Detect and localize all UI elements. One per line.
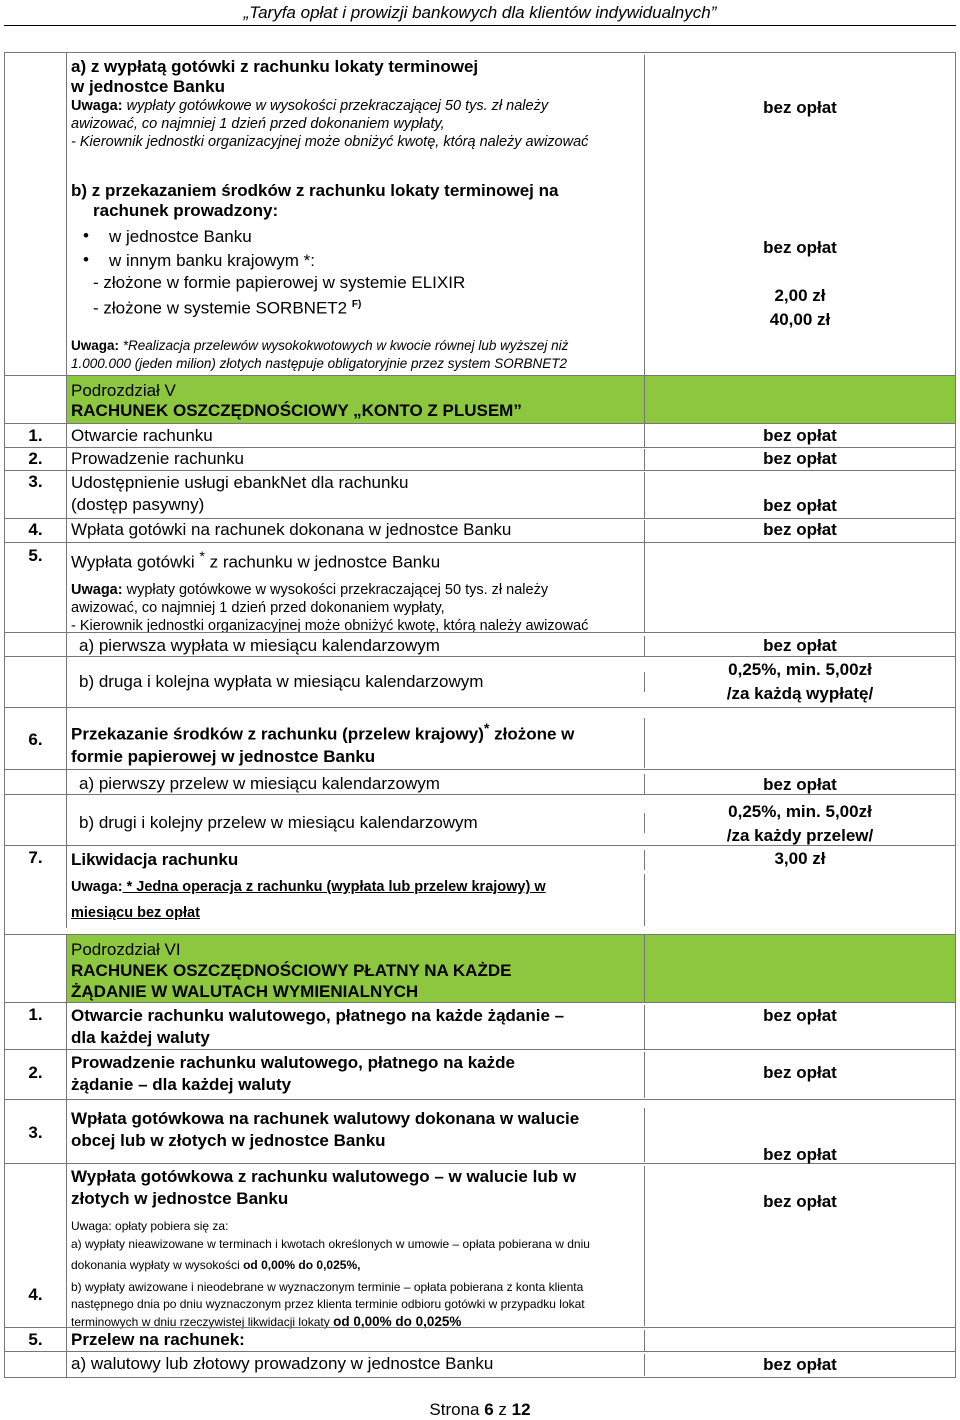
table-row	[5, 542, 955, 632]
row-desc: Przelew na rachunek:	[67, 1330, 645, 1351]
table-row	[5, 656, 955, 707]
note-text: wypłaty gotówkowe w wysokości przekraczającej 50 tys. zł należy	[122, 98, 549, 114]
note-text: - Kierownik jednostki organizacyjnej może obniżyć kwotę, którą należy awizować	[71, 134, 589, 150]
note-text: wypłaty gotówkowe w wysokości przekraczającej 50 tys. zł należy	[122, 581, 549, 598]
row-number: 5.	[5, 543, 67, 632]
table-row	[5, 1327, 955, 1351]
row-number: 1.	[5, 1003, 67, 1049]
footer-text: z	[493, 1400, 512, 1419]
fee-value: bez opłat	[763, 426, 837, 445]
row-desc: z rachunku w jednostce Banku	[204, 552, 441, 572]
sub-item: a) walutowy lub złotowy prowadzony w jednostce Banku	[67, 1354, 645, 1376]
footnote-mark: *	[483, 721, 490, 737]
row-desc: Prowadzenie rachunku walutowego, płatnego na każde	[71, 1053, 515, 1072]
row-title: rachunek prowadzony:	[93, 201, 279, 220]
note-text: a) wypłaty nieawizowane w terminach i kwotach określonych w umowie – opłata pobierana w dniu	[71, 1237, 590, 1251]
row-desc: Wypłata gotówkowa z rachunku walutowego – w walucie lub w	[71, 1167, 577, 1186]
note-text: dokonania wypłaty w wysokości	[71, 1258, 244, 1272]
row-desc: dla każdej waluty	[71, 1028, 210, 1047]
table-row	[5, 1002, 955, 1049]
row-desc: Udostępnienie usługi ebankNet dla rachunku	[71, 473, 409, 492]
fee-value: /za każdy przelew/	[726, 826, 874, 845]
sub-item: b) druga i kolejna wypłata w miesiącu kalendarzowym	[67, 672, 645, 692]
note-text: od 0,00% do 0,025%	[333, 1314, 462, 1329]
note-text: b) wypłaty awizowane i nieodebrane w wyznaczonym terminie – opłata pobierana z konta klienta	[71, 1280, 584, 1294]
row-number: 3.	[5, 471, 67, 518]
fee-value: bez opłat	[763, 1145, 837, 1164]
sub-item: a) pierwsza wypłata w miesiącu kalendarzowym	[67, 636, 645, 656]
row-desc: Przekazanie środków z rachunku (przelew krajowy)	[71, 724, 484, 744]
note-text: opłaty pobiera się za:	[111, 1219, 229, 1233]
row-desc: Likwidacja rachunku	[67, 850, 645, 870]
table-row	[5, 447, 955, 470]
fee-value: bez opłat	[763, 1192, 837, 1211]
fee-value: bez opłat	[763, 238, 837, 257]
fee-value: bez opłat	[763, 449, 837, 468]
table-row	[5, 1145, 955, 1329]
note-label: Uwaga:	[71, 581, 123, 598]
note-text: od 0,00% do 0,025%,	[243, 1258, 361, 1272]
row-desc: Otwarcie rachunku	[67, 426, 645, 447]
row-number: 2.	[5, 1050, 67, 1099]
row-desc: Wypłata gotówki	[71, 552, 200, 572]
note-text: miesiącu bez opłat	[71, 905, 200, 921]
row-desc: żądanie – dla każdej waluty	[71, 1075, 292, 1094]
row-desc: złotych w jednostce Banku	[71, 1189, 289, 1208]
page-number: 6	[484, 1400, 494, 1419]
note-text: terminowych w dniu rzeczywistej likwidacji lokaty	[71, 1315, 334, 1329]
row-desc: Prowadzenie rachunku	[67, 449, 645, 470]
fee-value: 2,00 zł	[774, 286, 826, 305]
section-title: ŻĄDANIE W WALUTACH WYMIENIALNYCH	[71, 982, 419, 1001]
table-row	[5, 1351, 955, 1377]
note-label: Uwaga:	[71, 98, 123, 114]
fee-value: 3,00 zł	[774, 849, 826, 868]
row-desc: Wpłata gotówkowa na rachunek walutowy dokonana w walucie	[71, 1109, 580, 1128]
table-row	[5, 53, 955, 173]
footnote-mark: F)	[351, 299, 362, 310]
document-header: „Taryfa opłat i prowizji bankowych dla klientów indywidualnych”	[243, 3, 717, 22]
page-footer	[0, 1400, 960, 1420]
table-row	[5, 632, 955, 656]
note-text: 1.000.000 (jeden milion) złotych następuje obligatoryjnie przez system SORBNET2	[71, 355, 567, 371]
footer-text: Strona	[429, 1400, 485, 1419]
sub-item: b) drugi i kolejny przelew w miesiącu kalendarzowym	[67, 813, 645, 833]
section-title: RACHUNEK OSZCZĘDNOŚCIOWY PŁATNY NA KAŻDE	[71, 961, 512, 980]
table-row	[5, 870, 955, 928]
header-divider	[4, 25, 956, 26]
row-title: w jednostce Banku	[71, 77, 225, 96]
row-number: 6.	[5, 708, 67, 769]
row-number: 2.	[5, 448, 67, 470]
row-desc: (dostęp pasywny)	[71, 495, 205, 514]
list-item: • w innym banku krajowym *:	[71, 251, 644, 271]
note-label: Uwaga:	[71, 337, 120, 353]
note-label: Uwaga:	[71, 1219, 112, 1233]
table-row	[5, 769, 955, 794]
table-row	[5, 707, 955, 769]
table-row	[5, 1049, 955, 1099]
note-text: awizować, co najmniej 1 dzień przed dokonaniem wypłaty,	[71, 599, 445, 616]
fee-value: bez opłat	[763, 1006, 837, 1025]
fee-value: bez opłat	[763, 1063, 837, 1082]
footnote-mark: *	[199, 549, 205, 565]
fee-value: 40,00 zł	[769, 310, 831, 329]
note-text: awizować, co najmniej 1 dzień przed dokonaniem wypłaty,	[71, 116, 445, 132]
table-row	[5, 845, 955, 870]
table-row	[5, 470, 955, 518]
row-number: 5.	[5, 1328, 67, 1351]
section-title: Podrozdział V	[71, 381, 176, 400]
fee-value: bez opłat	[763, 98, 837, 117]
row-number: 3.	[5, 1100, 67, 1163]
row-desc: Wpłata gotówki na rachunek dokonana w jednostce Banku	[67, 520, 645, 542]
section-title: RACHUNEK OSZCZĘDNOŚCIOWY „KONTO Z PLUSEM”	[71, 401, 522, 420]
fee-value: bez opłat	[763, 520, 837, 539]
fee-value: /za każdą wypłatę/	[726, 684, 874, 703]
fee-value: 0,25%, min. 5,00zł	[728, 802, 872, 821]
fee-value: bez opłat	[763, 775, 837, 794]
fee-value: 0,25%, min. 5,00zł	[728, 660, 872, 679]
row-number: 7.	[5, 846, 67, 870]
row-number: 4.	[5, 1164, 67, 1327]
note-label: Uwaga:	[71, 879, 123, 895]
section-title: Podrozdział VI	[71, 940, 181, 959]
row-title: a) z wypłatą gotówki z rachunku lokaty terminowej	[71, 57, 479, 76]
note-text: *Realizacja przelewów wysokokwotowych w kwocie równej lub wyższej niż	[119, 337, 569, 353]
row-desc: Otwarcie rachunku walutowego, płatnego na każde żądanie –	[71, 1006, 565, 1025]
fee-value: bez opłat	[763, 636, 837, 655]
row-desc: złożone w	[489, 724, 575, 744]
row-desc: formie papierowej w jednostce Banku	[71, 746, 376, 766]
fee-value: bez opłat	[763, 496, 837, 515]
table-row	[5, 518, 955, 542]
note-text: - Kierownik jednostki organizacyjnej może obniżyć kwotę, którą należy awizować	[71, 617, 589, 634]
note-text: * Jedna operacja z rachunku (wypłata lub przelew krajowy) w	[122, 879, 546, 895]
note-text: następnego dnia po dniu wyznaczonym przez klienta terminie odbioru gotówki w przypadku lokat	[71, 1297, 585, 1311]
list-item: • w jednostce Banku	[71, 227, 644, 247]
section-header	[5, 934, 955, 1002]
page-total: 12	[511, 1400, 531, 1419]
table-row	[5, 794, 955, 845]
list-item: - złożone w systemie SORBNET2	[93, 298, 352, 318]
sub-item: a) pierwszy przelew w miesiącu kalendarzowym	[67, 774, 645, 794]
row-number: 4.	[5, 519, 67, 542]
section-header	[5, 375, 955, 423]
list-item: - złożone w formie papierowej w systemie ELIXIR	[93, 273, 466, 292]
row-title: b) z przekazaniem środków z rachunku lokaty terminowej na	[71, 181, 559, 200]
row-number: 1.	[5, 424, 67, 447]
fee-table	[4, 52, 956, 1378]
table-row	[5, 423, 955, 447]
fee-value: bez opłat	[763, 1355, 837, 1374]
row-desc: obcej lub w złotych w jednostce Banku	[71, 1131, 386, 1150]
